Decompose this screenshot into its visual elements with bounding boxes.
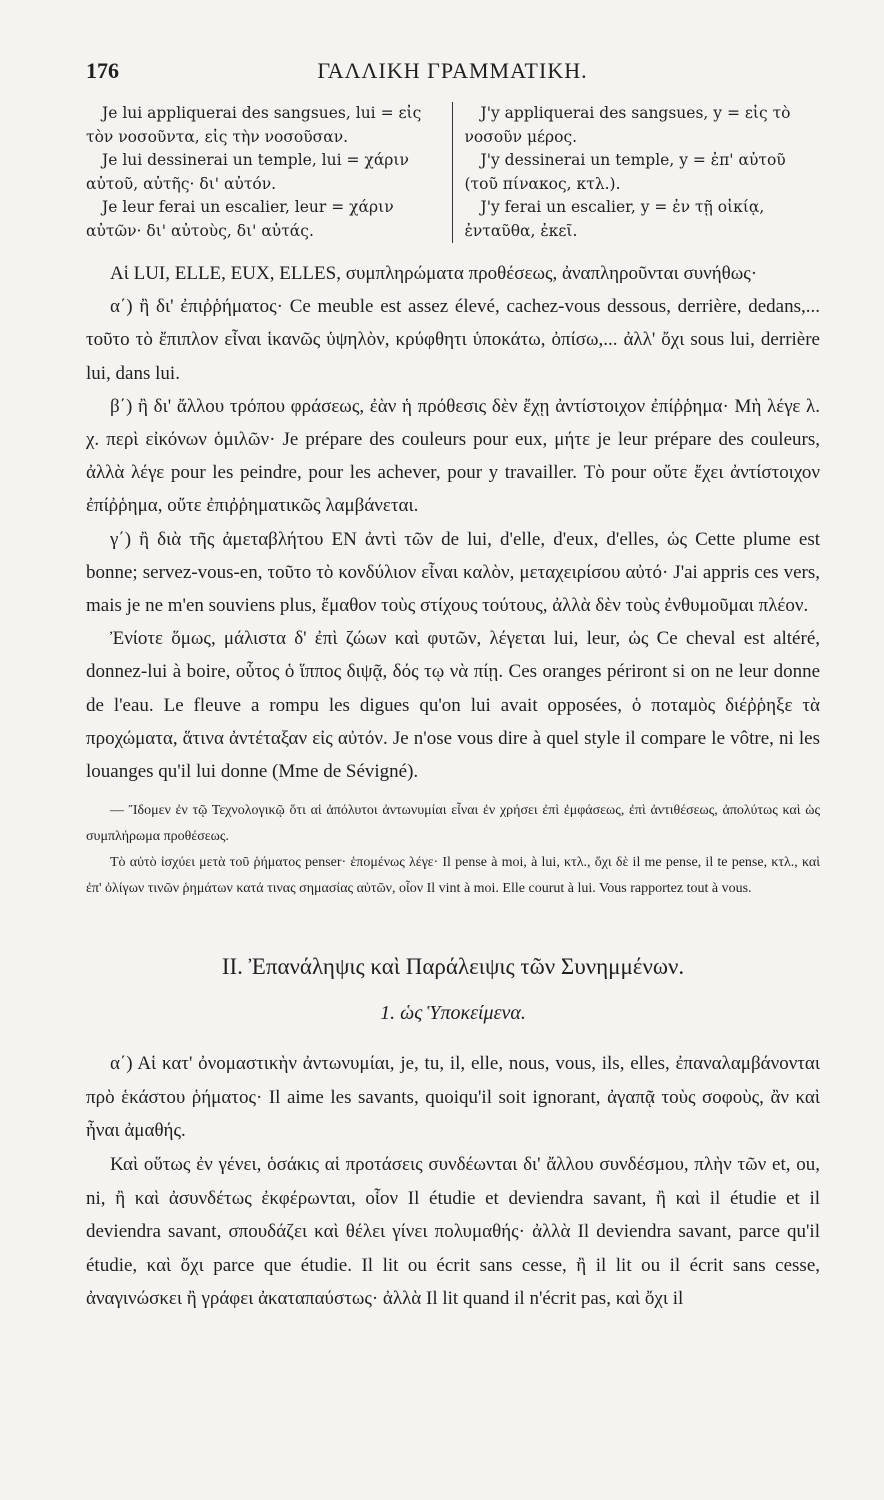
right-example: J'y dessinerai un temple, y = ἐπ' αὐτοῦ (τοῦ πίνακος, κτλ.). [464,151,786,193]
right-example: J'y ferai un escalier, y = ἐν τῇ οἰκίᾳ, ἐνταῦθα, ἐκεῖ. [464,198,765,240]
example-columns [86,102,820,243]
notes [86,798,820,902]
page-number: 176 [86,58,119,83]
paragraph: Ἐνίοτε ὅμως, μάλιστα δ' ἐπὶ ζώων καὶ φυτῶν, λέγεται lui, leur, ὡς Ce cheval est altéré, donnez-lui à boire, οὗτος ὁ ἵππος διψᾷ, δός τῳ νὰ πίῃ. Ces oranges périront si on ne leur donne de l'eau. Le fleuve a rompu les digues qu'on lui avait opposées, ὁ ποταμὸς διέῤῥηξε τὰ προχώματα, ἅτινα ἀντέταξαν εἰς αὐτόν. Je n'ose vous dire à quel style il compare le vôtre, ni les louanges qu'il lui donne (Mme de Sévigné). [86,628,820,783]
right-column [453,102,821,243]
running-title: ΓΑΛΛΙΚΗ ΓΡΑΜΜΑΤΙΚΗ. [317,58,588,83]
paragraph: β΄) ἢ δι' ἄλλου τρόπου φράσεως, ἐὰν ἡ πρόθεσις δὲν ἔχῃ ἀντίστοιχον ἐπίῤῥημα· Μὴ λέγε λ. χ. περὶ εἰκόνων ὁμιλῶν· Je prépare des couleurs pour eux, μήτε je leur prépare des couleurs, ἀλλὰ λέγε pour les peindre, pour les achever, pour y travailler. Τὸ pour οὔτε ἔχει ἀντίστοιχον ἐπίῤῥημα, οὔτε ἐπιῤῥηματικῶς λαμβάνεται. [86,395,820,517]
left-example: Je lui appliquerai des sangsues, lui = εἰς τὸν νοσοῦντα, εἰς τὴν νοσοῦσαν. [86,104,422,146]
left-column [86,102,453,243]
left-example: Je lui dessinerai un temple, lui = χάριν αὐτοῦ, αὐτῆς· δι' αὐτόν. [86,151,409,193]
section-text [86,1047,820,1316]
paragraph: Αἱ LUI, ELLE, EUX, ELLES, συμπληρώματα προθέσεως, ἀναπληροῦνται συνήθως· [110,263,758,284]
section-subheading: 1. ὡς Ὑποκείμενα. [380,1002,526,1025]
paragraph: Καὶ οὕτως ἐν γένει, ὁσάκις αἱ προτάσεις συνδέωνται δι' ἄλλου συνδέσμου, πλὴν τῶν et, ou, ni, ἢ καὶ ἀσυνδέτως ἐκφέρωνται, οἷον Il étudie et deviendra savant, ἢ καὶ il étudie et il deviendra savant, σπουδάζει καὶ θέλει γίνει πολυμαθής· ἀλλὰ Il deviendra savant, parce qu'il étudie, καὶ ὄχι parce que étudie. Il lit ou écrit sans cesse, ἢ il lit ou il écrit sans cesse, ἀναγινώσκει ἢ γράφει ἀκαταπαύστως· ἀλλὰ Il lit quand il n'écrit pas, καὶ ὄχι il [86,1154,820,1310]
paragraph: γ΄) ἢ διὰ τῆς ἀμεταβλήτου EN ἀντὶ τῶν de lui, d'elle, d'eux, d'elles, ὡς Cette plume est bonne; servez-vous-en, τοῦτο τὸ κονδύλιον εἶναι καλὸν, μεταχειρίσου αὐτό· J'ai appris ces vers, mais je ne m'en souviens plus, ἔμαθον τοὺς στίχους τούτους, ἀλλὰ δὲν τοὺς ἐνθυμοῦμαι πλέον. [86,528,820,617]
paragraph: α΄) Αἱ κατ' ὀνομαστικὴν ἀντωνυμίαι, je, tu, il, elle, nous, vous, ils, elles, ἐπαναλαμβάνονται πρὸ ἑκάστου ῥήματος· Il aime les savants, quoiqu'il soit ignorant, ἀγαπᾷ τοὺς σοφοὺς, ἂν καὶ ἦναι ἀμαθής. [86,1053,820,1142]
right-example: J'y appliquerai des sangsues, y = εἰς τὸ νοσοῦν μέρος. [464,104,791,146]
left-example: Je leur ferai un escalier, leur = χάριν αὐτῶν· δι' αὐτοὺς, δι' αὐτάς. [86,198,394,240]
page-header [86,58,820,84]
paragraph: α΄) ἢ δι' ἐπιῤῥήματος· Ce meuble est assez élevé, cachez-vous dessous, derrière, dedans,... τοῦτο τὸ ἔπιπλον εἶναι ἱκανῶς ὑψηλὸν, κρύφθητι ὑποκάτω, ὀπίσω,... ἀλλ' ὄχι sous lui, derrière lui, dans lui. [86,296,820,384]
note-paragraph: — Ἴδομεν ἐν τῷ Τεχνολογικῷ ὅτι αἱ ἀπόλυτοι ἀντωνυμίαι εἶναι ἐν χρήσει ἐπὶ ἐμφάσεως, ἐπὶ ἀντιθέσεως, ἀπολύτως καὶ ὡς συμπλήρωμα προθέσεως. [86,803,820,845]
main-text [86,257,820,788]
note-paragraph: Τὸ αὐτὸ ἰσχύει μετὰ τοῦ ῥήματος penser· ἑπομένως λέγε· Il pense à moi, à lui, κτλ., ὄχι δὲ il me pense, il te pense, κτλ., καὶ ἐπ' ὀλίγων τινῶν ῥημάτων κατά τινας σημασίας αὐτῶν, οἷον Il vint à moi. Elle courut à lui. Vous rapportez tout à vous. [86,855,820,897]
section-heading: II. Ἐπανάληψις καὶ Παράλειψις τῶν Συνημμένων. [221,954,685,980]
